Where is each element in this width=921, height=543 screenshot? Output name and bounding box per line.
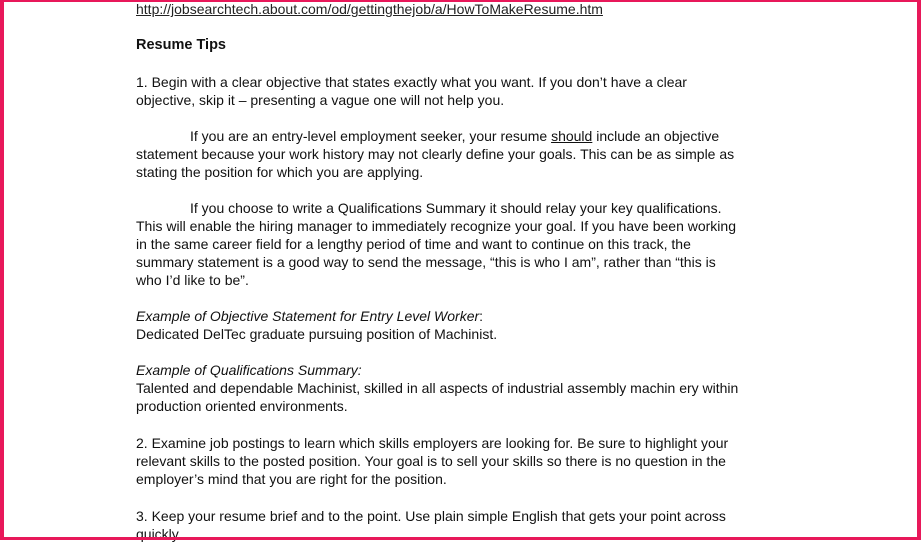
tip-2-line-1: 2. Examine job postings to learn which skills employers are looking for. Be sure to highlight your: [136, 435, 729, 451]
example-objective-text: Dedicated DelTec graduate pursuing position of Machinist.: [136, 326, 498, 342]
example-objective-label-text: Example of Objective Statement for Entry Level Worker: [136, 308, 480, 324]
entry-level-text-pre: If you are an entry-level employment seeker, your resume: [190, 128, 552, 144]
qualifications-paragraph-line-4: summary statement is a good way to send the message, “this is who I am”, rather than “this is: [136, 254, 716, 270]
tip-2-line-2: relevant skills to the posted position. Your goal is to sell your skills so there is no question in the: [136, 453, 726, 469]
entry-level-paragraph-line-1: [190, 127, 719, 145]
example-objective-label: [136, 307, 483, 325]
qualifications-paragraph-line-3: in the same career field for a lengthy period of time and want to continue on this track, the: [136, 236, 691, 252]
qualifications-paragraph-line-2: This will enable the hiring manager to immediately recognize your goal. If you have been working: [136, 218, 736, 234]
example-qualifications-label: Example of Qualifications Summary:: [136, 362, 362, 378]
source-url-link[interactable]: http://jobsearchtech.about.com/od/gettingthejob/a/HowToMakeResume.htm: [136, 1, 603, 17]
page-title: Resume Tips: [136, 37, 226, 53]
tip-2-line-3: employer’s mind that you are right for the position.: [136, 471, 447, 487]
entry-level-text-post: include an objective: [592, 128, 720, 144]
tip-1-line-2: objective, skip it – presenting a vague one will not help you.: [136, 92, 505, 108]
tip-3-line-2: quickly.: [136, 526, 182, 542]
entry-level-paragraph-line-3: stating the position for which you are applying.: [136, 164, 424, 180]
emphasis-should: should: [551, 128, 593, 144]
entry-level-paragraph-line-2: statement because your work history may not clearly define your goals. This can be as simple as: [136, 146, 735, 162]
example-qualifications-line-1: Talented and dependable Machinist, skilled in all aspects of industrial assembly machin ery within: [136, 380, 739, 396]
tip-3-line-1: 3. Keep your resume brief and to the point. Use plain simple English that gets your point across: [136, 508, 726, 524]
qualifications-paragraph-line-1: If you choose to write a Qualifications Summary it should relay your key qualifications.: [190, 200, 722, 216]
qualifications-paragraph-line-5: who I’d like to be”.: [136, 272, 249, 288]
example-objective-colon: :: [479, 308, 484, 324]
tip-1-line-1: 1. Begin with a clear objective that states exactly what you want. If you don’t have a clear: [136, 74, 687, 90]
example-qualifications-line-2: production oriented environments.: [136, 398, 348, 414]
